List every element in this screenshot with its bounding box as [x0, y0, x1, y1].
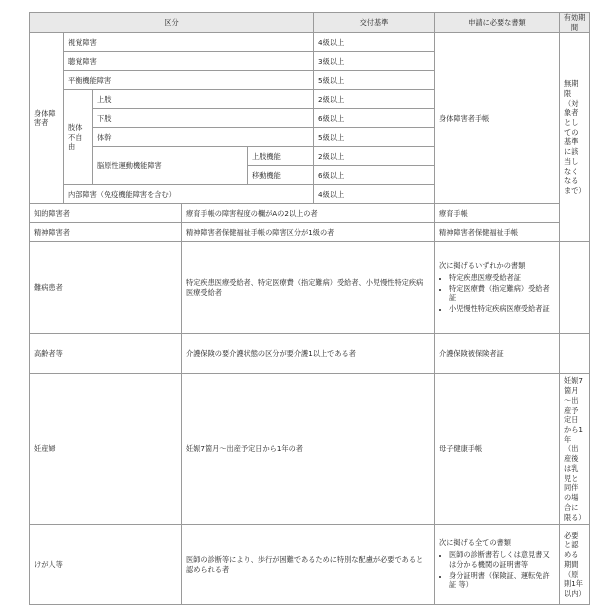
- period-cell: [560, 242, 590, 334]
- document-intro: 次に掲げるいずれかの書類: [439, 261, 526, 271]
- table-row: [30, 204, 590, 223]
- document-intro: 次に掲げる全ての書類: [439, 538, 511, 548]
- table-row: [30, 33, 590, 52]
- criteria-cell: 2級以上: [314, 90, 435, 109]
- category-pregnant: 妊産婦: [30, 374, 182, 525]
- subcategory-label: 平衡機能障害: [64, 71, 314, 90]
- criteria-cell: 特定疾患医療受給者、特定医療費（指定難病）受給者、小児慢性特定疾病医療受給者: [182, 242, 435, 334]
- criteria-cell: 妊娠7箇月～出産予定日から1年の者: [182, 374, 435, 525]
- document-list: [439, 273, 555, 314]
- document-physical: 身体障害者手帳: [435, 33, 560, 204]
- criteria-cell: 4級以上: [314, 185, 435, 204]
- table-row: [30, 223, 590, 242]
- document-cell: 母子健康手帳: [435, 374, 560, 525]
- criteria-cell: 3級以上: [314, 52, 435, 71]
- subcategory-label: 聴覚障害: [64, 52, 314, 71]
- category-intellectual: 知的障害者: [30, 204, 182, 223]
- list-item: • 小児慢性特定疾病医療受給者証: [449, 304, 555, 314]
- period-cell: [560, 334, 590, 374]
- header-row: [30, 13, 590, 33]
- header-criteria: 交付基準: [314, 13, 435, 33]
- list-item: • 特定医療費（指定難病）受給者証: [449, 284, 555, 303]
- criteria-cell: 5級以上: [314, 128, 435, 147]
- document-cell: 療育手帳: [435, 204, 560, 223]
- category-physical: 身体障害者: [30, 33, 64, 204]
- list-item: • 身分証明書（保険証、運転免許証 等）: [449, 571, 555, 590]
- document-cell: 精神障害者保健福祉手帳: [435, 223, 560, 242]
- table-row: [30, 374, 590, 525]
- eligibility-table: [29, 12, 590, 605]
- subcategory-label: 体幹: [93, 128, 314, 147]
- period-common: 無期限（対象者としての基準に該当しなくなるまで）: [560, 33, 590, 242]
- criteria-cell: 6級以上: [314, 166, 435, 185]
- period-cell: 妊娠7箇月～出産予定日から1年 （出産後は乳児と同伴の場合に限る）: [560, 374, 590, 525]
- criteria-cell: 5級以上: [314, 71, 435, 90]
- criteria-cell: 医師の診断等により、歩行が困難であるために特別な配慮が必要であると認められる者: [182, 525, 435, 605]
- limb-group-label: 肢体不自由: [64, 90, 93, 185]
- criteria-cell: 療育手帳の障害程度の欄がAの2以上の者: [182, 204, 435, 223]
- table-row: [30, 242, 590, 334]
- subcategory-label: 下肢: [93, 109, 314, 128]
- subcategory-label: 内部障害（免疫機能障害を含む）: [64, 185, 314, 204]
- criteria-cell: 精神障害者保健福祉手帳の障害区分が1級の者: [182, 223, 435, 242]
- subcategory-label: 上肢: [93, 90, 314, 109]
- category-mental: 精神障害者: [30, 223, 182, 242]
- document-cell: [435, 525, 560, 605]
- subcategory-label: 上肢機能: [248, 147, 314, 166]
- table-row: [30, 525, 590, 605]
- category-elderly: 高齢者等: [30, 334, 182, 374]
- brain-group-label: 脳原性運動機能障害: [93, 147, 248, 185]
- document-cell: 介護保険被保険者証: [435, 334, 560, 374]
- criteria-cell: 6級以上: [314, 109, 435, 128]
- header-period: 有効期間: [560, 13, 590, 33]
- list-item: • 特定疾患医療受給者証: [449, 273, 555, 283]
- document-list: [439, 550, 555, 590]
- criteria-cell: 4級以上: [314, 33, 435, 52]
- table-row: [30, 334, 590, 374]
- subcategory-label: 視覚障害: [64, 33, 314, 52]
- subcategory-label: 移動機能: [248, 166, 314, 185]
- list-item: • 医師の診断書若しくは意見書又は分かる機関の証明書等: [449, 550, 555, 569]
- header-documents: 申請に必要な書類: [435, 13, 560, 33]
- category-disease: 難病患者: [30, 242, 182, 334]
- period-cell: 必要と認める期間（原則1年以内）: [560, 525, 590, 605]
- criteria-cell: 介護保険の要介護状態の区分が要介護1以上である者: [182, 334, 435, 374]
- header-category: 区分: [30, 13, 314, 33]
- document-cell: [435, 242, 560, 334]
- category-injured: けが人等: [30, 525, 182, 605]
- criteria-cell: 2級以上: [314, 147, 435, 166]
